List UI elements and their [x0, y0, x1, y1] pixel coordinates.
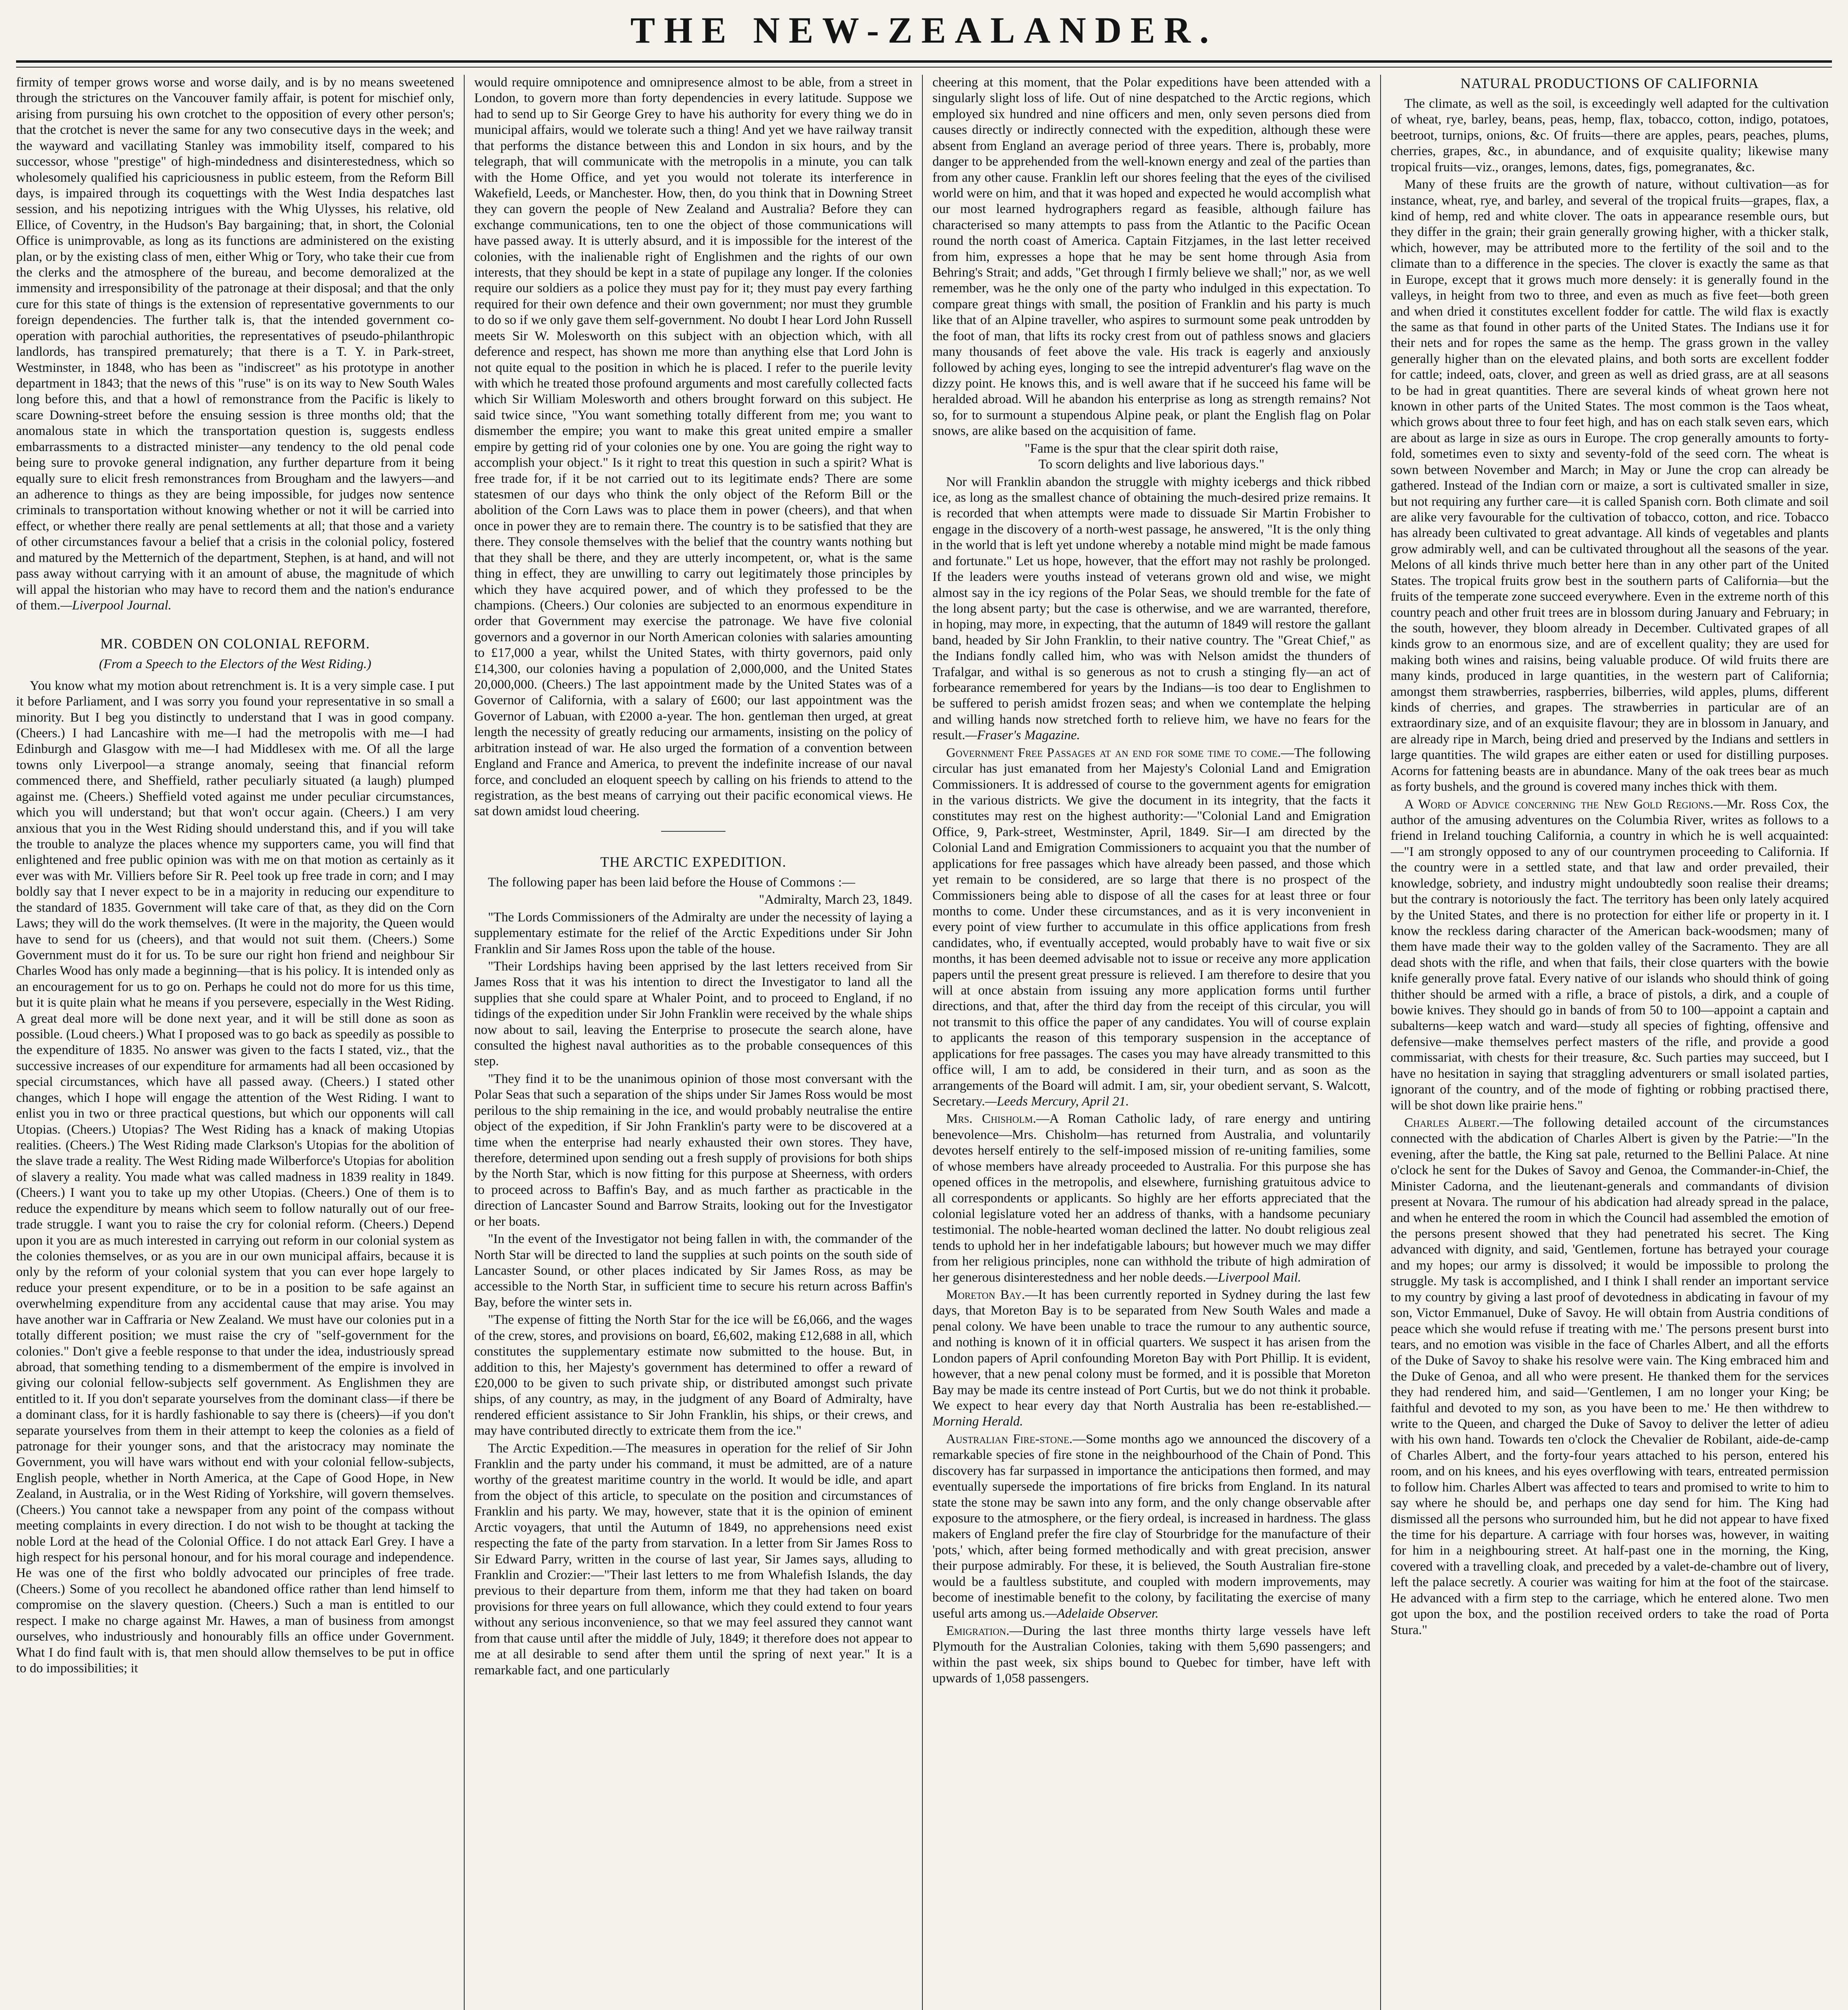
article-paragraph: The Arctic Expedition.—The measures in operation for the relief of Sir John Franklin and the party under his command, it must be admitted, are of a nature worthy of the greatest maritime country in the world. It would be idle, and apart from the object of this article, to speculate on the position and circumstances of Franklin and his party. We may, however, state that it is the opinion of eminent Arctic voyagers, that until the Autumn of 1849, no apprehensions need exist respecting the fate of the party from starvation. In a letter from Sir James Ross to Sir Edward Parry, written in the course of last year, Sir James says, alluding to Franklin and Crozier:—"Their last letters to me from Whalefish Islands, the day previous to their departure from them, inform me that they had taken on board provisions for three years on full allowance, which they could extend to four years without any serious inconvenience, so that we may feel assured they cannot want from that cause until after the middle of July, 1849; it therefore does not appear to me at all desirable to send after them until the spring of next year." It is a remarkable fact, and one particularly: [474, 1441, 912, 1678]
headline-cobden: MR. COBDEN ON COLONIAL REFORM.: [100, 636, 370, 652]
headline-california: NATURAL PRODUCTIONS OF CALIFORNIA: [1460, 75, 1759, 91]
column-1: [16, 75, 454, 2010]
article-paragraph: firmity of temper grows worse and worse daily, and is by no means sweetened through the strictures on the Vancouver family affair, is potent for mischief only, arising from pursuing his own crotchet to the opposition of every other person's; that the crotchet is never the same for any two consecutive days in the week; and the wayward and vacillating Stanley was immobility itself, compared to his successor, whose "prestige" of high-mindedness and disinterestedness, which so wholesomely qualified his capriciousness in public esteem, from the Reform Bill days, is impaired through its coquettings with the West India despatches last session, and his nepotizing intrigues with the Whig Ulysses, his relative, old Ellice, of Coventry, in the Hudson's Bay bargaining; that, in short, the Colonial Office is unimprovable, as long as its functions are administered on the existing plan, or by the existing class of men, either Whig or Tory, who take their cue from the clerks and the atmosphere of the bureau, and become demoralized at the immensity and irresponsibility of the patronage at their disposal; and that the only cure for this state of things is the extension of representative governments to our foreign dependencies. The further talk is, that the intended government co-operation with parochial authorities, the representatives of pseudo-philanthropic landlords, has transpired prematurely; that there is a T. Y. in Park-street, Westminster, in 1848, who has been as "indiscreet" as his prototype in another department in 1843; that the news of this "ruse" is on its way to New South Wales long before this, and that a howl of remonstrance from the Pacific is likely to scare Downing-street before the ensuing session is three months old; that the anomalous state in which the transportation question is, suggests endless embarrassments to a distracted minister—any tendency to the old penal code being sure to provoke general indignation, any further departure from it being equally sure to elicit fresh remonstrances from Brougham and the lawyers—and an adherence to things as they are being impossible, for judges now sentence criminals to transportation without knowing whether or not it will be carried into effect, or whether there really are penal settlements at all; that those and a variety of other circumstances favour a belief that a crisis in the colonial policy, fostered and matured by the Metternich of the department, Stephen, is at hand, and will not pass away without carrying with it an amount of abuse, the magnitude of which will appal the historian who may have to record them and the nation's endurance of them.—Liverpool Journal.: [16, 75, 454, 613]
column-4: [1391, 75, 1829, 2010]
article-paragraph: "The Lords Commissioners of the Admiralty are under the necessity of laying a supplementary estimate for the relief of the Arctic Expeditions under Sir John Franklin and Sir James Ross upon the table of the house.: [474, 910, 912, 956]
verse-quote: "Fame is the spur that the clear spirit doth raise, To scorn delights and live laborious days.": [1024, 441, 1278, 472]
dateline: "Admiralty, March 23, 1849.: [759, 892, 912, 907]
article-paragraph: The following paper has been laid before the House of Commons :—: [488, 875, 855, 890]
masthead-rule: [16, 60, 1832, 63]
section-divider: [661, 831, 725, 832]
article-paragraph: The climate, as well as the soil, is exceedingly well adapted for the cultivation of wheat, rye, barley, beans, peas, hemp, flax, tobacco, cotton, indigo, potatoes, beetroot, turnips, onions, &c. Of fruits—there are apples, pears, peaches, plums, cherries, grapes, &c., in abundance, and of exquisite quality; likewise many tropical fruits—viz., oranges, lemons, dates, figs, pomegranates, &c.: [1391, 96, 1829, 174]
article-paragraph: A Word of Advice concerning the New Gold Regions.—Mr. Ross Cox, the author of the amusing adventures on the Columbia River, writes as follows to a friend in Ireland touching California, a country in which he is well acquainted:—"I am strongly opposed to any of our countrymen proceeding to California. If the country were in a settled state, and that law and order prevailed, their knowledge, sobriety, and industry might undoubtedly soon realise their dreams; but the contrary is notoriously the fact. The territory has been only lately acquired by the United States, and there is no protection for either life or property in it. I know the reckless daring character of the American back-woodsmen; many of them have made their way to the golden valley of the Sacramento. They are all dead shots with the rifle, and when that fails, their close quarters with the bowie knife generally prove fatal. Every native of our islands who should think of going thither should be armed with a rifle, a brace of pistols, a dirk, and a couple of bowie knives. They should go in bands of from 50 to 100—appoint a captain and subalterns—keep watch and ward—study all species of fighting, offensive and defensive—make themselves perfect masters of the rifle, and provide a good commissariat, with chests for their treasure, &c. Such parties may succeed, but I have no hesitation in saying that straggling adventurers or small isolated parties, ignorant of the country, and of the mode of fighting or robbing practised there, will be shot down like prairie hens.": [1391, 797, 1829, 1113]
article-paragraph: Charles Albert.—The following detailed account of the circumstances connected with the abdication of Charles Albert is given by the Patrie:—"In the evening, after the battle, the King sat pale, returned to the Bellini Palace. At nine o'clock he sent for the Dukes of Savoy and Genoa, the Commander-in-Chief, the Minister Cadorna, and the lieutenant-generals and commandants of division present at Novara. The rumour of his abdication had already spread in the palace, and when he entered the room in which the Council had assembled the emotion of the persons present showed that they had penetrated his secret. The King advanced with dignity, and said, 'Gentlemen, fortune has betrayed your courage and my hopes; our army is dissolved; it would be impossible to prolong the struggle. My task is accomplished, and I think I shall render an important service to my country by giving a last proof of devotedness in abdicating in favour of my son, Victor Emmanuel, Duke of Savoy. He will obtain from Austria conditions of peace which she would refuse if treating with me.' The persons present burst into tears, and no emotion was visible in the face of Charles Albert, and all the efforts of the Duke of Savoy to shake his resolve were vain. The King embraced him and the Duke of Genoa, and all who were present. He thanked them for the services they had rendered him, and said—'Gentlemen, I am no longer your King; be faithful and devoted to my son, as you have been to me.' He then withdrew to write to the Queen, and charged the Duke of Savoy to deliver the letter of adieu with his own hand. Towards ten o'clock the Chevalier de Robilant, aide-de-camp of Charles Albert, and the forty-four years attached to his person, entered his room, and on his knees, and his eyes overflowing with tears, entreated permission to follow him. Charles Albert was affected to tears and promised to write to him to say where he should be, and perhaps one day send for him. The King had dismissed all the persons who surrounded him, but he did not appear to have fixed the time for his departure. A carriage with four horses was, however, in waiting for him in a neighbouring street. At half-past one in the morning, the King, covered with a travelling cloak, and preceded by a valet-de-chambre out of livery, left the palace secretly. A courier was waiting for him at the foot of the staircase. He advanced with a firm step to the carriage, which he entered alone. Two men got upon the box, and the postilion received orders to take the road of Porta Stura.": [1391, 1116, 1829, 1637]
article-paragraph: "Their Lordships having been apprised by the last letters received from Sir James Ross that it was his intention to direct the Investigator to land all the supplies that she could spare at Whaler Point, and to proceed to England, if no tidings of the expedition under Sir John Franklin were received by the whale ships now about to sail, leaving the Enterprise to prosecute the search alone, have consulted the highest naval authorities as to the probable consequences of this step.: [474, 959, 912, 1069]
masthead-title: THE NEW-ZEALANDER.: [630, 10, 1218, 51]
headline-arctic: THE ARCTIC EXPEDITION.: [600, 853, 787, 870]
column-3: [932, 75, 1371, 2010]
column-2: [474, 75, 912, 2010]
column-divider: [464, 75, 465, 2010]
article-paragraph: You know what my motion about retrenchment is. It is a very simple case. I put it before Parliament, and I was sorry you found your representative in so small a minority. But I beg you distinctly to understand that I was in good company. (Cheers.) I had Lancashire with me—I had the metropolis with me—I had Edinburgh and Glasgow with me—I had Middlesex with me. Of all the large towns only Liverpool—a strange anomaly, seeing that financial reform commenced there, and Sheffield, rather peculiarly situated (a laugh) plumped against me. (Cheers.) Sheffield voted against me under peculiar circumstances, which you will understand; but that won't occur again. (Cheers.) I am very anxious that you in the West Riding should understand this, and if you will take the trouble to analyze the places whence my supporters came, you will find that enlightened and free public opinion was with me on that motion as certainly as it ever was with Mr. Villiers before Sir R. Peel took up free trade in corn; and I may boldly say that I never expect to be in a majority in reducing our expenditure to the standard of 1835. Government will take care of that, as they did on the Corn Laws; they will do the work themselves. (It were in the majority, the Queen would have to send for us (cheers), and that would not suit them. (Cheers.) Some Government must do it for us. To be sure our right hon friend and neighbour Sir Charles Wood has only made a beginning—that is his policy. It is intended only as an encouragement for us to go on. Perhaps he could not do more for us this time, but it is quite plain what he means if you persevere, especially in the West Riding. A great deal more will be done next year, and it will be still done as soon as possible. (Loud cheers.) What I proposed was to go back as speedily as possible to the expenditure of 1835. No answer was given to the facts I stated, viz., that the successive increases of our expenditure for armaments had all been occasioned by special circumstances, which have all passed away. (Cheers.) I stated other changes, which I hope will engage the attention of the West Riding. I want to enlist you in two or three practical questions, but which our opponents will call Utopias. (Cheers.) Utopias? The West Riding has a knack of making Utopias realities. (Cheers.) The West Riding made Clarkson's Utopias for the abolition of the slave trade a reality. The West Riding made Wilberforce's Utopias for abolition of slavery a reality. You made what was called madness in 1839 reality in 1849. (Cheers.) I want you to take up my other Utopias. (Cheers.) One of them is to reduce the expenditure by means which seem to follow naturally out of our free-trade struggle. I want you to raise the cry for colonial reform. (Cheers.) Depend upon it you are as much interested in carrying out reform in our colonial system as the colonies themselves, or as you are in our own municipal affairs, because it is only by the reform of your colonial system that you can ever hope largely to reduce your present expenditure, or to be in a position to be safe against an overwhelming expenditure from any accidental cause that may arise. You may have another war in Caffraria or New Zealand. We must have our colonies put in a totally different position; we must raise the cry of "self-government for the colonies." Don't give a feeble response to that under the idea, industriously spread abroad, that something tending to a dismemberment of the empire is involved in giving our colonial fellow-subjects self government. As Englishmen they are entitled to it. If you don't separate yourselves from the dominant class—if there be a dominant class, for it is hardly fashionable to say there is (cheers)—if you don't separate yourselves from them in their attempt to keep the colonies as a field of patronage for their younger sons, and that the aristocracy may nominate the Government, you will have wars without end with your colonial fellow-subjects, English people, whether in North America, at the Cape of Good Hope, in New Zealand, in Australia, or in the West Riding of Yorkshire, will govern themselves. (Cheers.) You cannot take a newspaper from any point of the compass without meeting complaints in every direction. I do not wish to be thought at tacking the noble Lord at the head of the Colonial Office. I do not attack Earl Grey. I have a high respect for his personal honour, and for his moral courage and independence. He was one of the first who boldly advocated our principles of free trade. (Cheers.) Some of you recollect he abandoned office rather than lend himself to compromise on the slavery question. (Cheers.) Such a man is entitled to our respect. I make no charge against Mr. Hawes, a man of business from amongst ourselves, who industriously and honourably fills an office under Government. What I do find fault with is, that men should allow themselves to be put in office to do impossibilities; it: [16, 678, 454, 1676]
article-paragraph: would require omnipotence and omnipresence almost to be able, from a street in London, to govern more than forty dependencies in every latitude. Suppose we had to send up to Sir George Grey to have his authority for every thing we do in municipal affairs, would we tolerate such a thing! And yet we have railway transit that performs the distance between this and London in six hours, and by the telegraph, that will communicate with the metropolis in a minute, you can talk with the Home Office, and yet you would not tolerate its interference in Wakefield, Leeds, or Manchester. How, then, do you think that in Downing Street they can govern the people of New Zealand and Australia? Before they can exchange communications, ten to one the object of those communications will have passed away. It is utterly absurd, and it is impossible for the interest of the colonies, with the inalienable right of Englishmen and the rights of our own interests, that they should be kept in a state of pupilage any longer. If the colonies require our soldiers as a police they must pay for it; they must pay every farthing required for their own defence and their own government; nor must they grumble to do so if we only gave them self-government. No doubt I hear Lord John Russell meets Sir W. Molesworth on this subject with an objection which, with all deference and respect, has shown me more than anything else that Lord John is not quite equal to the position in which he is placed. I refer to the puerile levity with which he treated those profound arguments and most carefully collected facts which Sir William Molesworth and others brought forward on this subject. He said twice since, "You want something totally different from me; you want to dismember the empire; you want to make this great united empire a smaller empire by getting rid of your colonies one by one. You are going the right way to accomplish your object." Is it right to treat this question in such a spirit? What is free trade for, if it be not carried out to its legitimate ends? There are some statesmen of our days who think the only object of the Reform Bill or the abolition of the Corn Laws was to place them in power (cheers), and that when once in power they are to remain there. The country is to be satisfied that they are there. They console themselves with the belief that the country wants nothing but that they shall be there, and they are utterly incompetent, or, what is the same thing in effect, they are unwilling to carry out legitimately those principles by which they have acquired power, and of which they professed to be the champions. (Cheers.) Our colonies are subjected to an enormous expenditure in order that Government may exercise the patronage. We have five colonial governors and a governor in our North American colonies with salaries amounting to £17,000 a year, whilst the United States, with thirty governors, paid only £14,300, our colonies having a population of 2,000,000, and the United States 20,000,000. (Cheers.) The last appointment made by the United States was of a Governor of California, with a salary of £600; our last appointment was the Governor of Labuan, with £2000 a-year. The hon. gentleman then urged, at great length the necessity of greatly reducing our armaments, insisting on the policy of arbitration instead of war. He also urged the formation of a convention between England and France and America, to prevent the indefinite increase of our naval force, and concluded an eloquent speech by calling on his friends to attend to the registration, as the best means of carrying out their pacific economical views. He sat down amidst loud cheering.: [474, 75, 912, 819]
article-paragraph: cheering at this moment, that the Polar expeditions have been attended with a singularly slight loss of life. Out of nine despatched to the Arctic regions, which employed six hundred and nine officers and men, only seven persons died from causes directly or indirectly connected with the expedition, although these were absent from England an average period of three years. There is, probably, more danger to be apprehended from the well-known energy and zeal of the parties than from any other cause. Franklin left our shores feeling that the eyes of the civilised world were on him, and that it was hoped and expected he would accomplish what our most learned hydrographers regard as feasible, although failure has characterised so many attempts to pass from the Atlantic to the Pacific Ocean round the north coast of America. Captain Fitzjames, in the last letter received from him, expresses a hope that he may be sent home through Asia from Behring's Strait; and adds, "Get through I firmly believe we shall;" nor, as we well remember, was he the only one of the party who indulged in this expectation. To compare great things with small, the position of Franklin and his party is much like that of an Alpine traveller, who aspires to surmount some peak untrodden by the foot of man, that lifts its rocky crest from out of pathless snows and glaciers many thousands of feet above the vale. His track is eagerly and anxiously followed by aching eyes, longing to see the intrepid adventurer's flag wave on the dizzy point. He knows this, and is well aware that if he succeed his fame will be heralded abroad. Will he abandon his enterprise as long as strength remains? Not so, for to surmount a stupendous Alpine peak, or plant the English flag on Polar snows, are alike based on the acquisition of fame.: [932, 75, 1371, 439]
article-paragraph: Australian Fire-stone.—Some months ago we announced the discovery of a remarkable species of fire stone in the neighbourhood of the Chain of Pond. This discovery has far surpassed in importance the anticipations then formed, and may eventually supersede the importations of fire bricks from England. In its natural state the stone may be sawn into any form, and the only change observable after exposure to the atmosphere, or the fiery ordeal, is increased in hardness. The glass makers of England prefer the fire clay of Stourbridge for the manufacture of their 'pots,' which, after being formed methodically and with great precision, answer their purpose admirably. For these, it is believed, the South Australian fire-stone would be a faultless substitute, and coupled with modern improvements, may become of inestimable benefit to the colony, by facilitating the exercise of many useful arts among us.—Adelaide Observer.: [932, 1432, 1371, 1621]
article-paragraph: "The expense of fitting the North Star for the ice will be £6,066, and the wages of the crew, stores, and provisions on board, £6,602, making £12,688 in all, which constitutes the supplementary estimate now submitted to the house. But, in addition to this, her Majesty's government has determined to offer a reward of £20,000 to be given to such private ship, or distributed amongst such private ships, of any country, as may, in the judgment of any Board of Admiralty, have rendered efficient assistance to Sir John Franklin, his ships, or their crews, and may have contributed directly to extricate them from the ice.": [474, 1313, 912, 1438]
column-divider: [1380, 75, 1381, 2010]
article-paragraph: Many of these fruits are the growth of nature, without cultivation—as for instance, wheat, rye, and barley, and several of the tropical fruits—grapes, flax, a kind of hemp, red and white clover. The oats in appearance resemble ours, but they differ in the grain; their grain generally growing higher, with a thicker stalk, which, however, may be attributed more to the fertility of the soil and to the climate than to a difference in the species. The clover is exactly the same as that in Europe, except that it grows much more densely: it is generally found in the valleys, in height from two to three, and even as much as five feet—both green and when dried it constitutes excellent fodder for cattle. The wild flax is exactly the same as that found in other parts of the United States. The Indians use it for their nets and for ropes the same as the hemp. The grass grown in the valley generally higher than on the elevated plains, and both sorts are excellent fodder for cattle; indeed, oats, clover, and green as well as dried grass, are at all seasons to be had in great quantities. There are several kinds of wheat grown here not known in other parts of the United States. The most common is the Taos wheat, which grows about three to four feet high, and has on each stalk seven ears, which are about as large in size as ours in Europe. The crop generally amounts to forty-fold, sometimes even to sixty and seventy-fold of the seed corn. The wheat is sown between November and March; in May or June the crop can already be gathered. Instead of the Indian corn or maize, a sort is cultivated smaller in size, but not requiring any further care—it is called Spanish corn. Both climate and soil are alike very favourable for the cultivation of tobacco, cotton, and rice. Tobacco has already been cultivated to great advantage. All kinds of vegetables and plants grow admirably well, and can be cultivated throughout all the seasons of the year. Melons of all kinds thrive much better here than in any other part of the United States. The tropical fruits grow best in the southern parts of California—but the fruits of the temperate zone succeed everywhere. Even in the extreme north of this country peach and other fruit trees are in blossom during January and February; in the south, however, they bloom already in December. Cultivated grapes of all kinds grow to an enormous size, and are of excellent quality; they are used for making both wines and raisins, being valuable produce. Of wild fruits there are many kinds, produced in large quantities, in the western part of California; amongst them strawberries, raspberries, bilberries, wild apples, plums, different kinds of cherries, and grapes. The strawberries in particular are of an extraordinary size, and of an exquisite flavour; they are in blossom in January, and are already ripe in March, being dried and preserved by the Indians and settlers in large quantities. The wild grapes are either eaten or used for distilling purposes. Acorns for fattening beasts are in abundance. Many of the oak trees bear as much as forty bushels, and the ground is covered many inches thick with them.: [1391, 177, 1829, 794]
column-divider: [922, 75, 923, 2010]
article-paragraph: Moreton Bay.—It has been currently reported in Sydney during the last few days, that Moreton Bay is to be separated from New South Wales and made a penal colony. We have been unable to trace the rumour to any authentic source, and nothing is known of it in official quarters. We suspect it has arisen from the London papers of April confounding Moreton Bay with Port Phillip. It is evident, however, that a new penal colony must be formed, and it is possible that Moreton Bay may be made its centre instead of Port Curtis, but we do not think it probable. We expect to hear every day that North Australia has been re-established.—Morning Herald.: [932, 1288, 1371, 1429]
columns: [16, 75, 1832, 2010]
article-paragraph: "In the event of the Investigator not being fallen in with, the commander of the North Star will be directed to land the supplies at such points on the south side of Lancaster Sound, or other places indicated by Sir James Ross, as may be accessible to the North Star, in sufficient time to secure his return across Baffin's Bay, before the winter sets in.: [474, 1232, 912, 1310]
article-paragraph: Emigration.—During the last three months thirty large vessels have left Plymouth for the Australian Colonies, taking with them 5,690 passengers; and within the past week, six ships bound to Quebec for timber, have left with upwards of 1,058 passengers.: [932, 1623, 1371, 1686]
article-paragraph: Nor will Franklin abandon the struggle with mighty icebergs and thick ribbed ice, as long as the smallest chance of obtaining the much-desired prize remains. It is recorded that when attempts were made to dissuade Sir Martin Frobisher to engage in the discovery of a north-west passage, he answered, "It is the only thing in the world that is left yet undone whereby a notable mind might be made famous and fortunate." Let us hope, however, that the effort may not rashly be prolonged. If the leaders were youths instead of veterans grown old and wise, we might almost say in the icy regions of the Polar Seas, we should tremble for the fate of the long absent party; but the case is otherwise, and we are warranted, therefore, in hoping, may more, in expecting, that the autumn of 1849 will restore the gallant band, headed by Sir John Franklin, to their native country. The "Great Chief," as the Indians fondly called him, who was with Nelson amidst the thunders of Trafalgar, and withal is so generous as not to crush a stinging fly—an act of forbearance remembered for years by the Indians—is too dear to Englishmen to be suffered to perish amidst frozen seas; and when we contemplate the helping and willing hands now stretched forth to relieve him, we have no fears for the result.—Fraser's Magazine.: [932, 474, 1371, 743]
masthead-rule-thin: [16, 67, 1832, 68]
article-paragraph: "They find it to be the unanimous opinion of those most conversant with the Polar Seas that such a separation of the ships under Sir James Ross would be most perilous to the ship remaining in the ice, and would probably neutralise the entire object of the expedition, if Sir John Franklin's party were to be discovered at a time when the enterprise had nearly exhausted their own stores. They have, therefore, determined upon sending out a fresh supply of provisions for both ships by the North Star, which is now fitting for this purpose at Sheerness, with orders to proceed across to Baffin's Bay, and as much farther as practicable in the direction of Lancaster Sound and Barrow Straits, looking out for the Investigator or her boats.: [474, 1071, 912, 1229]
masthead: [0, 0, 1848, 60]
subheading-cobden: (From a Speech to the Electors of the West Riding.): [99, 657, 371, 672]
article-paragraph: Mrs. Chisholm.—A Roman Catholic lady, of rare energy and untiring benevolence—Mrs. Chisholm—has returned from Australia, and voluntarily devotes herself entirely to the self-imposed mission of re-uniting families, some of whose members have already proceeded to Australia. For this purpose she has opened offices in the metropolis, and elsewhere, furnishing gratuitous advice to all correspondents or applicants. So highly are her efforts appreciated that the colonial legislature voted her an address of thanks, with a handsome pecuniary testimonial. The noble-hearted woman declined the latter. No doubt religious zeal tends to uphold her in her indefatigable labours; but however much we may differ from her religious principles, none can withhold the tribute of high admiration of her generous disinterestedness and her noble deeds.—Liverpool Mail.: [932, 1112, 1371, 1285]
article-paragraph: Government Free Passages at an end for some time to come.—The following circular has just emanated from her Majesty's Colonial Land and Emigration Commissioners. It is addressed of course to the government agents for emigration in the various districts. We give the document in its integrity, that the facts it constitutes may rest on the highest authority:—"Colonial Land and Emigration Office, 9, Park-street, Westminster, April, 1849. Sir—I am directed by the Colonial Land and Emigration Commissioners to acquaint you that the number of applications for free passages which have already been passed, and those which yet remain to be considered, are so large that there is no prospect of the Commissioners being able to dispose of all the cases for at least three or four months to come. Under these circumstances, and as it is very inconvenient in every point of view further to accumulate in this office applications from fresh candidates, who, if eventually accepted, would probably have to wait five or six months, it has been deemed advisable not to issue or receive any more application papers until the present great pressure is relieved. I am therefore to desire that you will at once abstain from issuing any more application forms until further directions, and that, after the third day from the receipt of this circular, you will not transmit to this office the paper of any candidates. You will of course explain to applicants the reason of this temporary suspension in the acceptance of applications for free passages. The cases you may have already transmitted to this office will, I am to add, be considered in their turn, and as soon as the arrangements of the Board will admit. I am, sir, your obedient servant, S. Walcott, Secretary.—Leeds Mercury, April 21.: [932, 745, 1371, 1109]
